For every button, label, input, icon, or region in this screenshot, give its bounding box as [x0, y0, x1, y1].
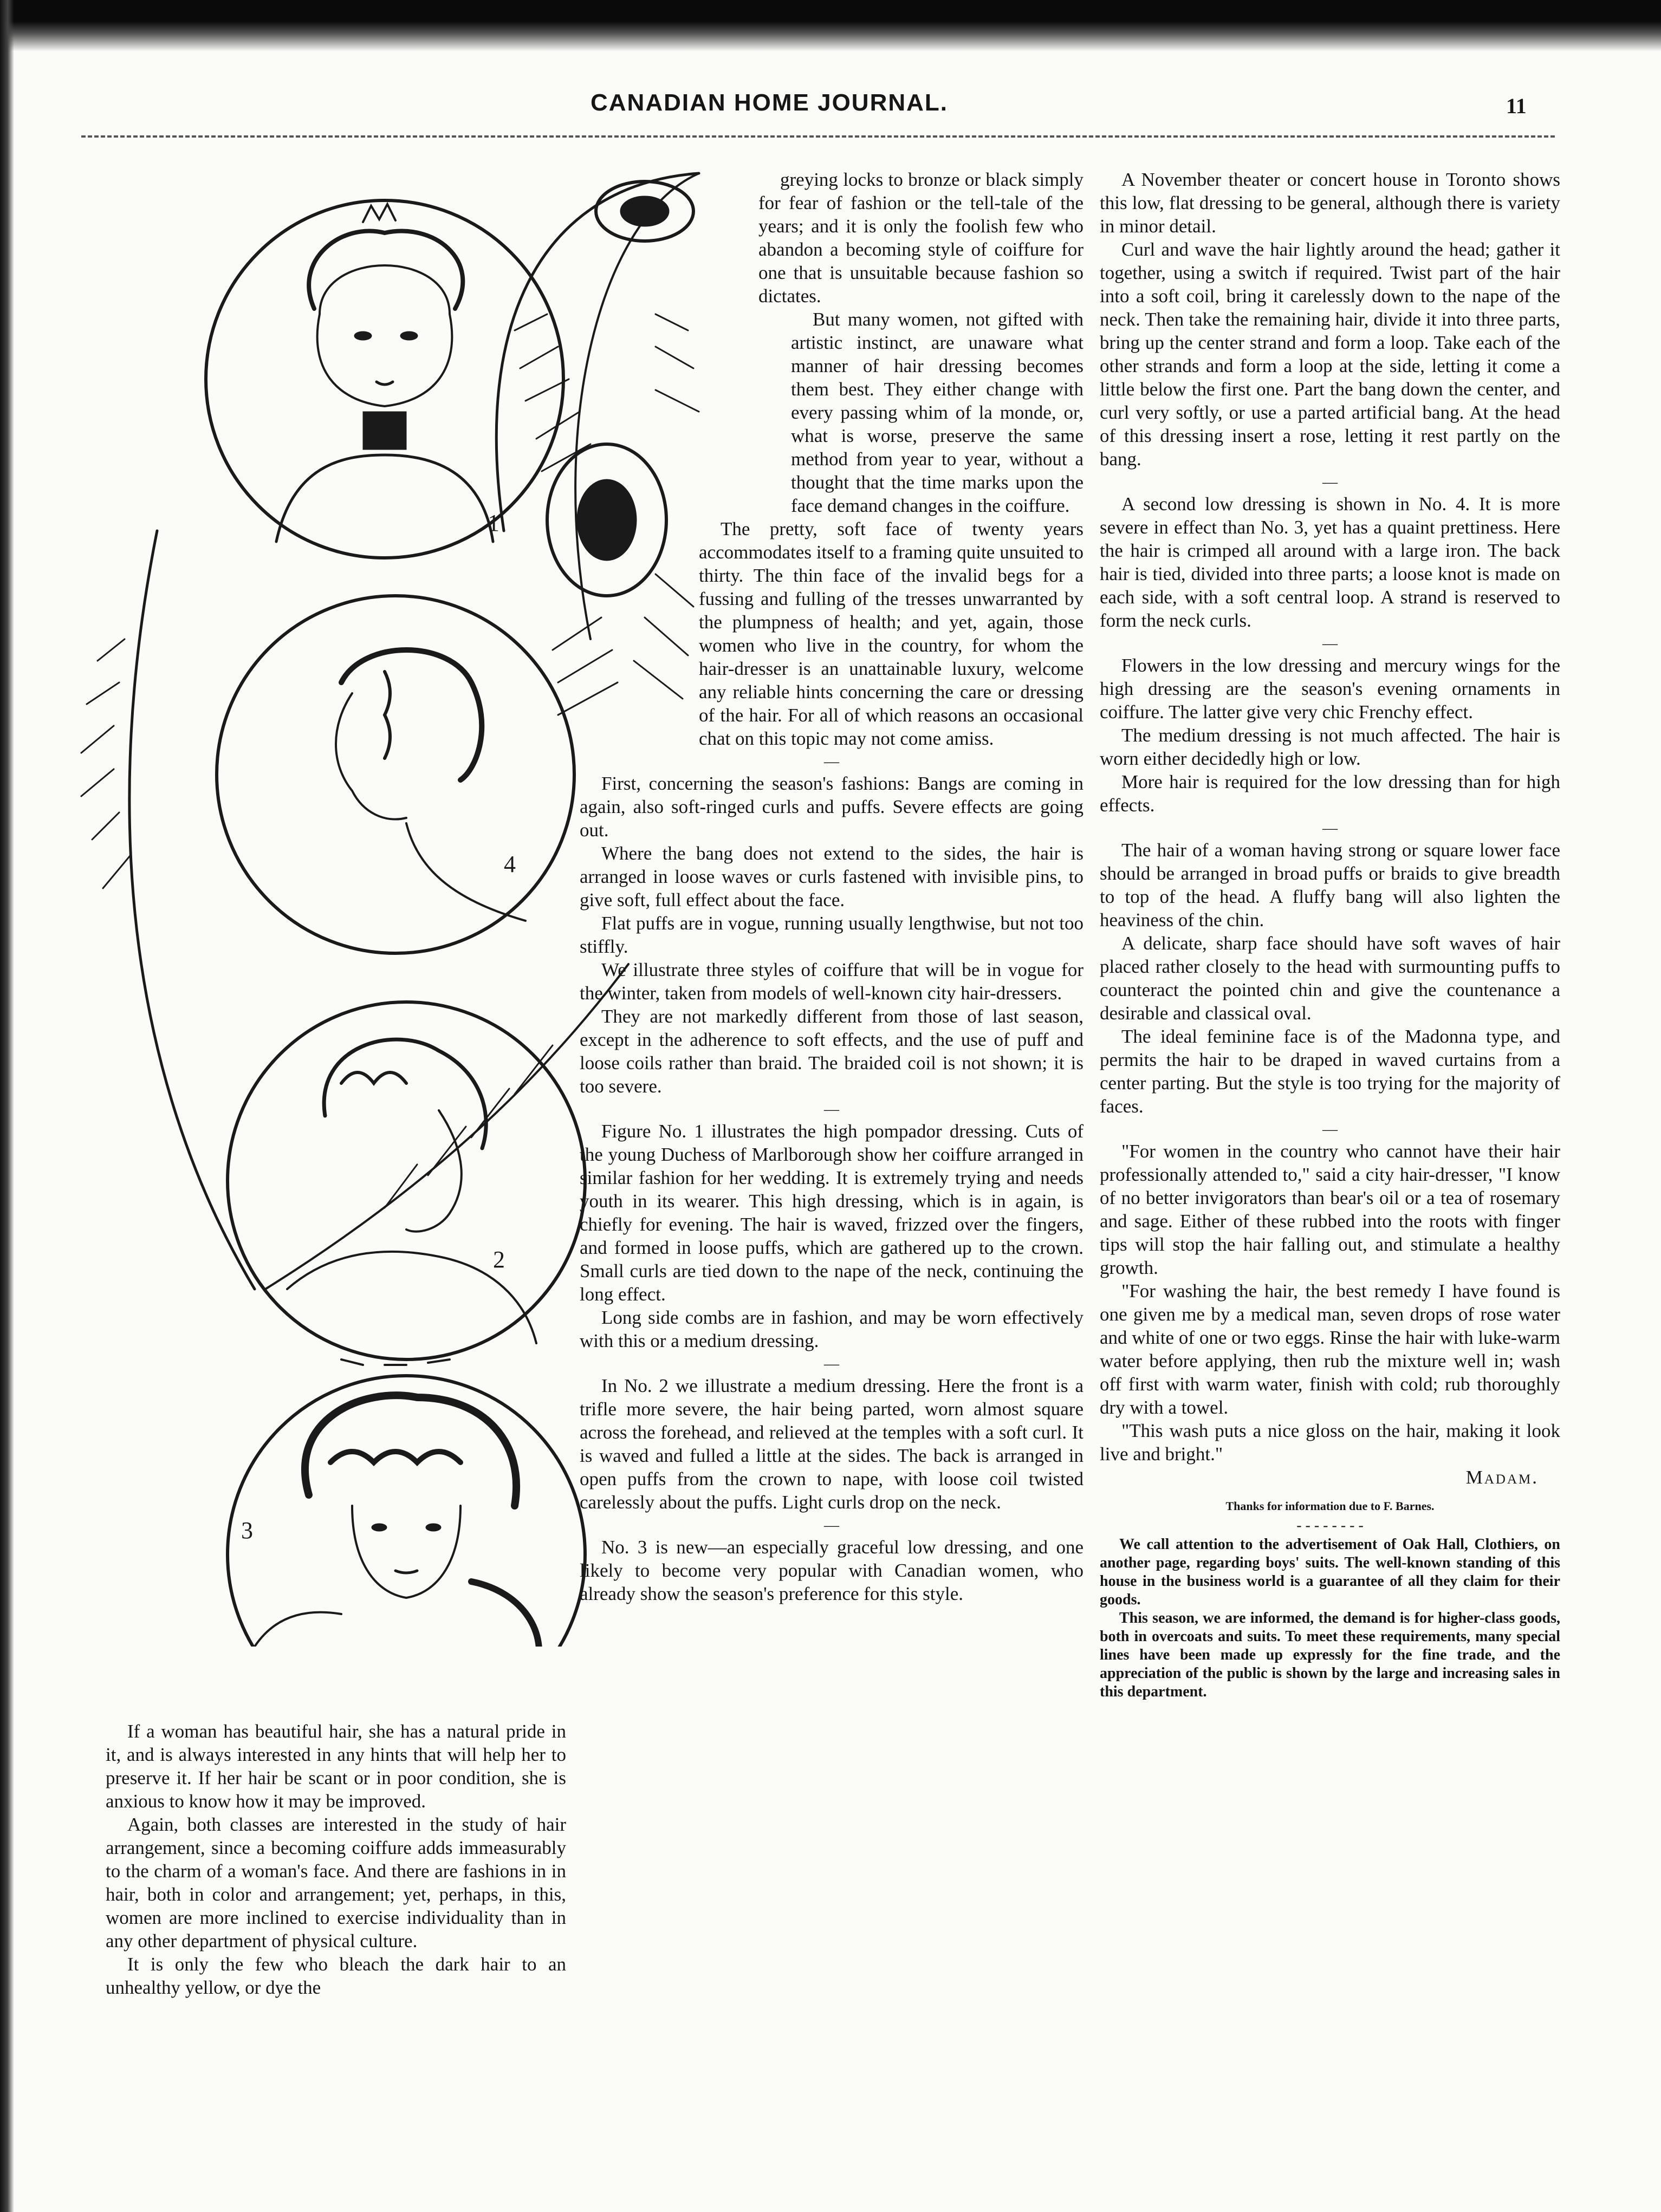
paragraph: greying locks to bronze or black simply for fear of fashion or the tell-tale of the years; and it is only the foolish few who abandon a becoming style of coiffure for one that is unsuitable because fashion so dictates.: [758, 169, 1083, 307]
column-right: [1100, 168, 1560, 1701]
signature: Madam.: [1465, 1467, 1539, 1488]
section-divider: —: [1322, 635, 1338, 652]
peacock-feather-left-icon: [81, 531, 628, 1289]
advertising-notice: [1100, 1536, 1560, 1701]
scan-left-edge: [0, 0, 14, 2212]
header-rule: [81, 135, 1555, 138]
section-divider: —: [1322, 474, 1338, 491]
section-divider: —: [824, 1356, 839, 1372]
paragraph: "For washing the hair, the best remedy I have found is one given me by a medical man, seven drops of rose water and white of one or two eggs. Rinse the hair with luke-warm water before applying, then rub the mixture well in; wash off first with warm water, finish with cold; rub thoroughly dry with a towel.: [1100, 1280, 1560, 1418]
paragraph: More hair is required for the low dressing than for high effects.: [1100, 771, 1560, 816]
notice-paragraph: We call attention to the advertisement of Oak Hall, Clothiers, on another page, regarding boys' suits. The well-known standing of this house in the business world is a guarantee of all they claim for their goods.: [1100, 1536, 1560, 1608]
paragraph: They are not markedly different from those of last season, except in the adherence to soft effects, and the use of puff and loose coils rather than braid. The braided coil is not shown; it is too severe.: [580, 1006, 1083, 1097]
figure-label-1: 1: [488, 510, 499, 536]
paragraph: If a woman has beautiful hair, she has a natural pride in it, and is always interested in any hints that will help her to preserve it. If her hair be scant or in poor condition, she is anxious to know how it may be improved.: [106, 1721, 566, 1812]
scan-top-edge: [0, 0, 1661, 51]
paragraph: It is only the few who bleach the dark hair to an unhealthy yellow, or dye the: [106, 1954, 566, 1998]
column-left: [106, 1720, 566, 1999]
paragraph: Figure No. 1 illustrates the high pompador dressing. Cuts of the young Duchess of Marlborough show her coiffure arranged in similar fashion for her wedding. It is extremely trying and needs youth in its wearer. This high dressing, which is in again, is chiefly for evening. The hair is waved, frizzed over the fingers, and formed in loose puffs, which are gathered up to the crown. Small curls are tied down to the nape of the neck, continuing the long effect.: [580, 1121, 1083, 1305]
paragraph: The medium dressing is not much affected. The hair is worn either decidedly high or low.: [1100, 725, 1560, 769]
paragraph: No. 3 is new—an especially graceful low dressing, and one likely to become very popular with Canadian women, who already show the season's preference for this style.: [580, 1537, 1083, 1604]
page-number: 11: [1506, 94, 1527, 118]
paragraph: The pretty, soft face of twenty years accommodates itself to a framing quite unsuited to thirty. The thin face of the invalid begs for a fussing and fulling of the tresses unwarranted by the plumpness of health; and yet, again, those women who live in the country, for whom the hair-dresser is an unattainable luxury, welcome any reliable hints concerning the care or dressing of the hair. For all of which reasons an occasional chat on this topic may not come amiss.: [699, 518, 1083, 749]
paragraph: "For women in the country who cannot have their hair professionally attended to," said a city hair-dresser, "I know of no better invigorators than bear's oil or a tea of rosemary and sage. Either of these rubbed into the roots with finger tips will stop the hair falling out, and stimulate a healthy growth.: [1100, 1141, 1560, 1278]
paragraph: We illustrate three styles of coiffure that will be in vogue for the winter, taken from models of well-known city hair-dressers.: [580, 959, 1083, 1004]
notice-paragraph: This season, we are informed, the demand is for higher-class goods, both in overcoats and suits. To meet these requirements, many special lines have been made up expressly for the fine trade, and the appreciation of the public is shown by the large and increasing sales in this department.: [1100, 1610, 1560, 1700]
paragraph: Flat puffs are in vogue, running usually lengthwise, but not too stiffly.: [580, 913, 1083, 957]
paragraph: A second low dressing is shown in No. 4. It is more severe in effect than No. 3, yet has a quaint prettiness. Here the hair is crimped all around with a large iron. The back hair is tied, divided into three parts; a loose knot is made on each side, with a soft central loop. A strand is reserved to form the neck curls.: [1100, 493, 1560, 631]
section-divider: —: [824, 1101, 839, 1118]
paragraph: A November theater or concert house in Toronto shows this low, flat dressing to be general, although there is variety in minor detail.: [1100, 169, 1560, 237]
paragraph: First, concerning the season's fashions: Bangs are coming in again, also soft-ringed curls and puffs. Severe effects are going out.: [580, 773, 1083, 841]
section-divider: —: [1322, 820, 1338, 837]
masthead-title: CANADIAN HOME JOURNAL.: [591, 89, 948, 116]
paragraph: In No. 2 we illustrate a medium dressing. Here the front is a trifle more severe, the hair being parted, worn almost square across the forehead, and relieved at the temples with a soft curl. It is waved and fulled a little at the sides. The back is arranged in open puffs from the crown to nape, with loose coil twisted carelessly about the puffs. Light curls drop on the neck.: [580, 1375, 1083, 1513]
portrait-medallion-3: [228, 1376, 585, 1647]
section-divider: - - - - - - - -: [1296, 1517, 1364, 1534]
paragraph: But many women, not gifted with artistic instinct, are unaware what manner of hair dressing becomes them best. They either change with every passing whim of la monde, or, what is worse, preserve the same method from year to year, without a thought that the time marks upon the face demand changes in the coiffure.: [791, 309, 1083, 516]
paragraph: Curl and wave the hair lightly around the head; gather it together, using a switch if required. Twist part of the hair into a soft coil, bring it carelessly down to the nape of the neck. Then take the remaining hair, divide it into three parts, bring up the center strand and form a loop. Take each of the other strands and form a loop at the side, letting it come a little below the first one. Part the bang down the center, and curl very softly, or use a parted artificial bang. At the head of this dressing insert a rose, letting it rest partly on the bang.: [1100, 239, 1560, 470]
column-middle: [580, 168, 1083, 1605]
portrait-medallion-1: [206, 200, 563, 558]
credit-line: Thanks for information due to F. Barnes.: [1225, 1499, 1435, 1513]
figure-label-4: 4: [504, 851, 516, 877]
figure-label-3: 3: [241, 1517, 253, 1544]
paragraph: Long side combs are in fashion, and may be worn effectively with this or a medium dressing.: [580, 1307, 1083, 1351]
paragraph: The ideal feminine face is of the Madonna type, and permits the hair to be draped in waved curtains from a center parting. But the style is too trying for the majority of faces.: [1100, 1026, 1560, 1117]
paragraph: A delicate, sharp face should have soft waves of hair placed rather closely to the head with surmounting puffs to counteract the pointed chin and give the countenance a desirable and classical oval.: [1100, 933, 1560, 1024]
paragraph: "This wash puts a nice gloss on the hair, making it look live and bright.": [1100, 1420, 1560, 1465]
section-divider: —: [824, 753, 839, 770]
section-divider: —: [1322, 1121, 1338, 1138]
paragraph: Where the bang does not extend to the sides, the hair is arranged in loose waves or curls fastened with invisible pins, to give soft, full effect about the face.: [580, 843, 1083, 910]
section-divider: —: [824, 1517, 839, 1534]
portrait-medallion-2: [228, 1002, 585, 1359]
paragraph: The hair of a woman having strong or square lower face should be arranged in broad puffs or braids to give breadth to top of the head. A fluffy bang will also lighten the heaviness of the chin.: [1100, 840, 1560, 931]
paragraph: Again, both classes are interested in the study of hair arrangement, since a becoming coiffure adds immeasurably to the charm of a woman's face. And there are fashions in in hair, both in color and arrangement; yet, perhaps, in this, women are more inclined to exercise individuality than in any other department of physical culture.: [106, 1814, 566, 1951]
paragraph: Flowers in the low dressing and mercury wings for the high dressing are the season's evening ornaments in coiffure. The latter give very chic Frenchy effect.: [1100, 655, 1560, 723]
figure-label-2: 2: [493, 1246, 505, 1273]
